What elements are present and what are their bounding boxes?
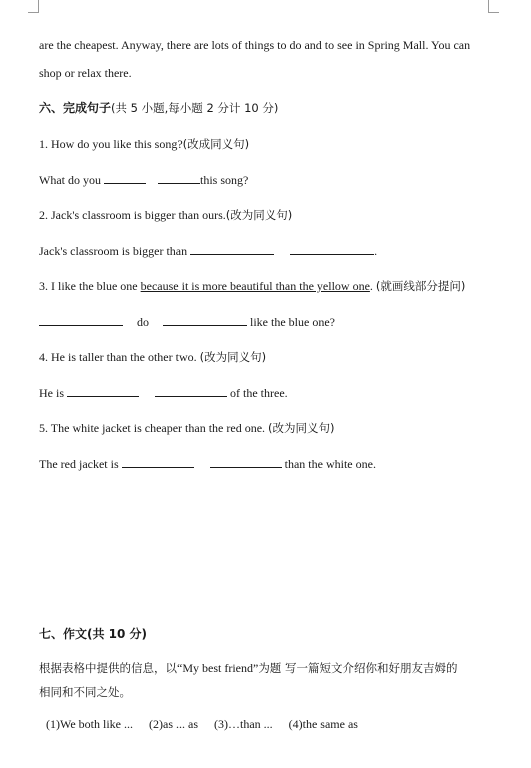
a1-blank-1[interactable] bbox=[104, 173, 146, 184]
a5-text: The red jacket is bbox=[39, 457, 119, 471]
a2-text: Jack's classroom is bigger than bbox=[39, 244, 188, 258]
q4-prompt: 4. He is taller than the other two. bbox=[39, 350, 197, 364]
section-6-title: 六、完成句子 bbox=[39, 101, 112, 115]
hint-2: (2)as ... as bbox=[149, 717, 198, 731]
hint-4: (4)the same as bbox=[288, 717, 358, 731]
hint-3: (3)…than ... bbox=[214, 717, 273, 731]
intro-line-2: shop or relax there. bbox=[39, 66, 132, 80]
question-2 bbox=[39, 208, 292, 222]
crop-mark-left bbox=[28, 0, 39, 13]
a5-blank-2[interactable] bbox=[210, 457, 282, 468]
a1-text: What do you bbox=[39, 173, 101, 187]
q2-prompt: 2. Jack's classroom is bigger than ours. bbox=[39, 208, 226, 222]
q1-instruction: (改成同义句) bbox=[182, 137, 250, 151]
essay-hints bbox=[46, 717, 358, 731]
answer-4 bbox=[39, 386, 288, 400]
q3-prompt-a: 3. I like the blue one bbox=[39, 279, 141, 293]
essay-title-quote: “My best friend” bbox=[177, 661, 259, 675]
answer-5 bbox=[39, 457, 376, 471]
question-3 bbox=[39, 279, 465, 293]
section-7-note: (共 10 分) bbox=[87, 627, 148, 641]
answer-1 bbox=[39, 173, 248, 187]
a3-blank-1[interactable] bbox=[39, 315, 123, 326]
a2-end: . bbox=[374, 244, 378, 258]
q2-instruction: (改为同义句) bbox=[225, 208, 293, 222]
essay-prompt-line-1 bbox=[39, 661, 457, 675]
section-6-heading bbox=[39, 101, 278, 115]
q5-prompt: 5. The white jacket is cheaper than the red one. bbox=[39, 421, 266, 435]
a1-blank-2[interactable] bbox=[158, 173, 200, 184]
q5-instruction: (改为同义句) bbox=[268, 421, 335, 435]
a3-blank-2[interactable] bbox=[163, 315, 247, 326]
a4-end: of the three. bbox=[230, 386, 288, 400]
a2-blank-1[interactable] bbox=[190, 244, 274, 255]
hint-1: (1)We both like ... bbox=[46, 717, 134, 731]
a3-mid: do bbox=[137, 315, 149, 329]
section-7-title: 七、作文 bbox=[39, 627, 88, 641]
a2-blank-2[interactable] bbox=[290, 244, 374, 255]
essay-prompt-a: 根据表格中提供的信息，以 bbox=[39, 661, 177, 675]
q3-instruction: (就画线部分提问) bbox=[375, 279, 466, 293]
a5-end: than the white one. bbox=[284, 457, 376, 471]
essay-prompt-line-2: 相同和不同之处。 bbox=[39, 685, 131, 699]
a4-text: He is bbox=[39, 386, 64, 400]
section-7-heading bbox=[39, 627, 147, 641]
q3-underlined: because it is more beautiful than the yellow one bbox=[140, 279, 370, 293]
answer-3 bbox=[39, 315, 335, 329]
q1-prompt: 1. How do you like this song? bbox=[39, 137, 183, 151]
question-4 bbox=[39, 350, 266, 364]
crop-mark-right bbox=[488, 0, 499, 13]
question-5 bbox=[39, 421, 335, 435]
a4-blank-2[interactable] bbox=[155, 386, 227, 397]
a5-blank-1[interactable] bbox=[122, 457, 194, 468]
intro-line-1: are the cheapest. Anyway, there are lots of things to do and to see in Spring Mall. You can bbox=[39, 38, 471, 52]
a3-end: like the blue one? bbox=[250, 315, 335, 329]
question-1 bbox=[39, 137, 249, 151]
answer-2 bbox=[39, 244, 377, 258]
section-6-note: (共 5 小题,每小题 2 分计 10 分) bbox=[111, 101, 279, 115]
essay-prompt-b: 为题 写一篇短文介绍你和好朋友吉姆的 bbox=[258, 661, 458, 675]
q3-prompt-b: . bbox=[369, 279, 376, 293]
a1-end: this song? bbox=[200, 173, 249, 187]
a4-blank-1[interactable] bbox=[67, 386, 139, 397]
q4-instruction: (改为同义句) bbox=[199, 350, 267, 364]
